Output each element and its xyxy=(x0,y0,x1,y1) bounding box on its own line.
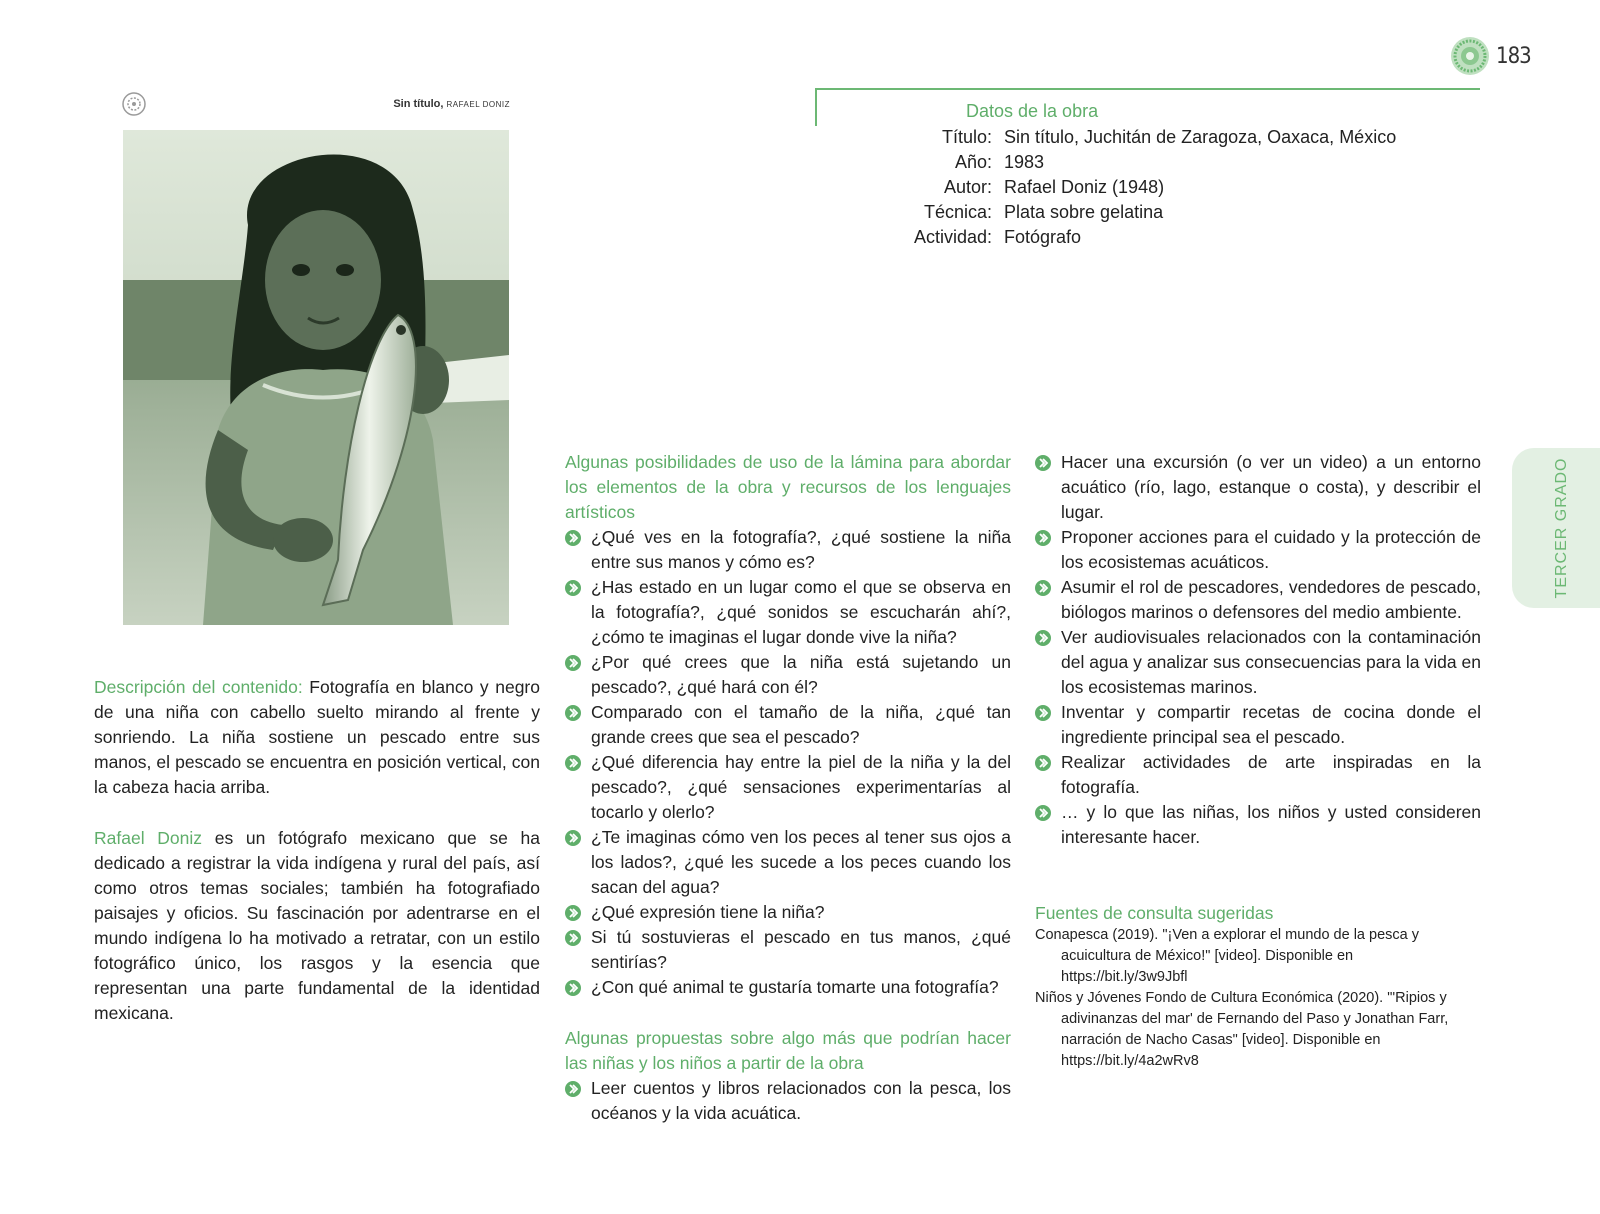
datos-row xyxy=(880,125,1396,150)
list-item xyxy=(1035,800,1481,850)
content-description xyxy=(94,675,540,800)
list-item-text: ¿Con qué animal te gustaría tomarte una fotografía? xyxy=(591,977,999,997)
bullet-arrow-icon xyxy=(1035,455,1051,471)
list-item xyxy=(1035,575,1481,625)
bullet-arrow-icon xyxy=(565,755,581,771)
list-item-text: Asumir el rol de pescadores, vendedores de pescado, biólogos marinos o defensores del medio ambiente. xyxy=(1061,577,1481,622)
bullet-arrow-icon xyxy=(565,580,581,596)
datos-divider-horizontal xyxy=(815,88,1480,90)
list-item xyxy=(1035,700,1481,750)
list-item xyxy=(565,650,1011,700)
sources-heading: Fuentes de consulta sugeridas xyxy=(1035,903,1274,923)
list-item xyxy=(565,825,1011,900)
bullet-arrow-icon xyxy=(1035,530,1051,546)
bullet-arrow-icon xyxy=(1035,705,1051,721)
datos-row xyxy=(880,225,1396,250)
datos-value: Sin título, Juchitán de Zaragoza, Oaxaca, México xyxy=(1004,127,1397,147)
emblem-icon xyxy=(1450,36,1490,76)
photo-caption xyxy=(350,98,510,110)
list-item-text: Leer cuentos y libros relacionados con la pesca, los océanos y la vida acuática. xyxy=(591,1078,1011,1123)
datos-row xyxy=(880,200,1396,225)
datos-row xyxy=(880,175,1396,200)
datos-divider-vertical xyxy=(815,88,817,126)
datos-table xyxy=(880,125,1396,250)
proposals-section xyxy=(565,1026,1011,1126)
datos-value: Plata sobre gelatina xyxy=(1004,202,1164,222)
source-reference: Conapesca (2019). "¡Ven a explorar el mundo de la pesca y acuicultura de México!" [video]. Disponible en https://bit.ly/3w9Jbfl xyxy=(1035,927,1419,985)
list-item-text: ¿Qué ves en la fotografía?, ¿qué sostiene la niña entre sus manos y cómo es? xyxy=(591,527,1011,572)
list-item-text: ¿Qué diferencia hay entre la piel de la niña y la del pescado?, ¿qué sensaciones experimentarías al tocarlo y olerlo? xyxy=(591,752,1011,822)
list-item-text: ¿Por qué crees que la niña está sujetando un pescado?, ¿qué hará con él? xyxy=(591,652,1011,697)
bullet-arrow-icon xyxy=(1035,805,1051,821)
possibilities-section xyxy=(565,450,1011,1000)
bullet-arrow-icon xyxy=(565,905,581,921)
list-item-text: ¿Qué expresión tiene la niña? xyxy=(591,902,825,922)
bullet-arrow-icon xyxy=(565,705,581,721)
list-item xyxy=(565,750,1011,825)
caption-title: Sin título, xyxy=(393,98,444,110)
list-item-text: Realizar actividades de arte inspiradas en la fotografía. xyxy=(1061,752,1481,797)
sources-section xyxy=(1035,901,1481,1072)
proposals-list xyxy=(565,1076,1011,1126)
list-item xyxy=(565,975,1011,1000)
proposals-continued xyxy=(1035,450,1481,850)
side-tab xyxy=(1512,448,1600,608)
possibilities-heading: Algunas posibilidades de uso de la lámina para abordar los elementos de la obra y recursos de los lenguajes artísticos xyxy=(565,452,1011,522)
datos-row xyxy=(880,150,1396,175)
description-label: Descripción del contenido: xyxy=(94,677,303,697)
list-item xyxy=(1035,750,1481,800)
possibilities-list xyxy=(565,525,1011,1000)
datos-key: Actividad: xyxy=(913,227,992,247)
caption-author: RAFAEL DONIZ xyxy=(446,100,510,109)
list-item-text: ¿Has estado en un lugar como el que se observa en la fotografía?, ¿qué sonidos se escucharán ahí?, ¿cómo te imaginas el lugar donde vive la niña? xyxy=(591,577,1011,647)
bullet-arrow-icon xyxy=(1035,755,1051,771)
list-item xyxy=(565,700,1011,750)
source-reference: Niños y Jóvenes Fondo de Cultura Económica (2020). "'Ripios y adivinanzas del mar' de Fernando del Paso y Jonathan Farr, narración de Nacho Casas" [video]. Disponible en https://bit.ly/4a2wRv8 xyxy=(1035,990,1449,1069)
bullet-arrow-icon xyxy=(565,980,581,996)
list-item xyxy=(565,925,1011,975)
small-emblem-icon xyxy=(122,92,146,116)
proposals-heading: Algunas propuestas sobre algo más que podrían hacer las niñas y los niños a partir de la obra xyxy=(565,1028,1011,1073)
bullet-arrow-icon xyxy=(1035,580,1051,596)
bio-text: es un fotógrafo mexicano que se ha dedicado a registrar la vida indígena y rural del país, así como otros temas sociales; también ha fotografiado paisajes y oficios. Su fascinación por adentrarse en el mundo indígena lo ha motivado a retratar, con un estilo fotográfico único, los rasgos y la esencia que representan una parte fundamental de la identidad mexicana. xyxy=(94,828,540,1023)
list-item-text: Si tú sostuvieras el pescado en tus manos, ¿qué sentirías? xyxy=(591,927,1011,972)
artwork-photo xyxy=(123,130,509,625)
proposals-list-continued xyxy=(1035,450,1481,850)
list-item xyxy=(565,525,1011,575)
datos-heading: Datos de la obra xyxy=(966,101,1099,121)
list-item-text: Ver audiovisuales relacionados con la contaminación del agua y analizar sus consecuencias para la vida en los ecosistemas marinos. xyxy=(1061,627,1481,697)
list-item-text: … y lo que las niñas, los niños y usted consideren interesante hacer. xyxy=(1061,802,1481,847)
list-item xyxy=(1035,525,1481,575)
datos-key: Técnica: xyxy=(923,202,992,222)
datos-value: Rafael Doniz (1948) xyxy=(1004,177,1165,197)
datos-key: Título: xyxy=(941,127,992,147)
bullet-arrow-icon xyxy=(565,930,581,946)
bullet-arrow-icon xyxy=(565,530,581,546)
artist-bio xyxy=(94,826,540,1026)
side-tab-label: TERCER GRADO xyxy=(1553,457,1570,599)
description-text: Fotografía en blanco y negro de una niña con cabello suelto mirando al frente y sonriendo. La niña sostiene un pescado entre sus manos, el pescado se encuentra en posición vertical, con la cabeza hacia arriba. xyxy=(94,677,540,797)
list-item xyxy=(565,1076,1011,1126)
artist-name: Rafael Doniz xyxy=(94,828,203,848)
datos-key: Año: xyxy=(954,152,992,172)
bullet-arrow-icon xyxy=(1035,630,1051,646)
list-item xyxy=(565,575,1011,650)
list-item xyxy=(1035,450,1481,525)
list-item xyxy=(1035,625,1481,700)
bullet-arrow-icon xyxy=(565,830,581,846)
bullet-arrow-icon xyxy=(565,1081,581,1097)
page-number: 183 xyxy=(1496,43,1531,69)
page-number-block xyxy=(1450,36,1531,76)
bullet-arrow-icon xyxy=(565,655,581,671)
list-item-text: Hacer una excursión (o ver un video) a un entorno acuático (río, lago, estanque o costa), y describir el lugar. xyxy=(1061,452,1481,522)
datos-value: 1983 xyxy=(1004,152,1045,172)
list-item-text: ¿Te imaginas cómo ven los peces al tener sus ojos a los lados?, ¿qué les sucede a los peces cuando los sacan del agua? xyxy=(591,827,1011,897)
list-item-text: Comparado con el tamaño de la niña, ¿qué tan grande crees que sea el pescado? xyxy=(591,702,1011,747)
list-item xyxy=(565,900,1011,925)
list-item-text: Proponer acciones para el cuidado y la protección de los ecosistemas acuáticos. xyxy=(1061,527,1481,572)
datos-value: Fotógrafo xyxy=(1004,227,1082,247)
datos-key: Autor: xyxy=(943,177,992,197)
list-item-text: Inventar y compartir recetas de cocina donde el ingrediente principal sea el pescado. xyxy=(1061,702,1481,747)
